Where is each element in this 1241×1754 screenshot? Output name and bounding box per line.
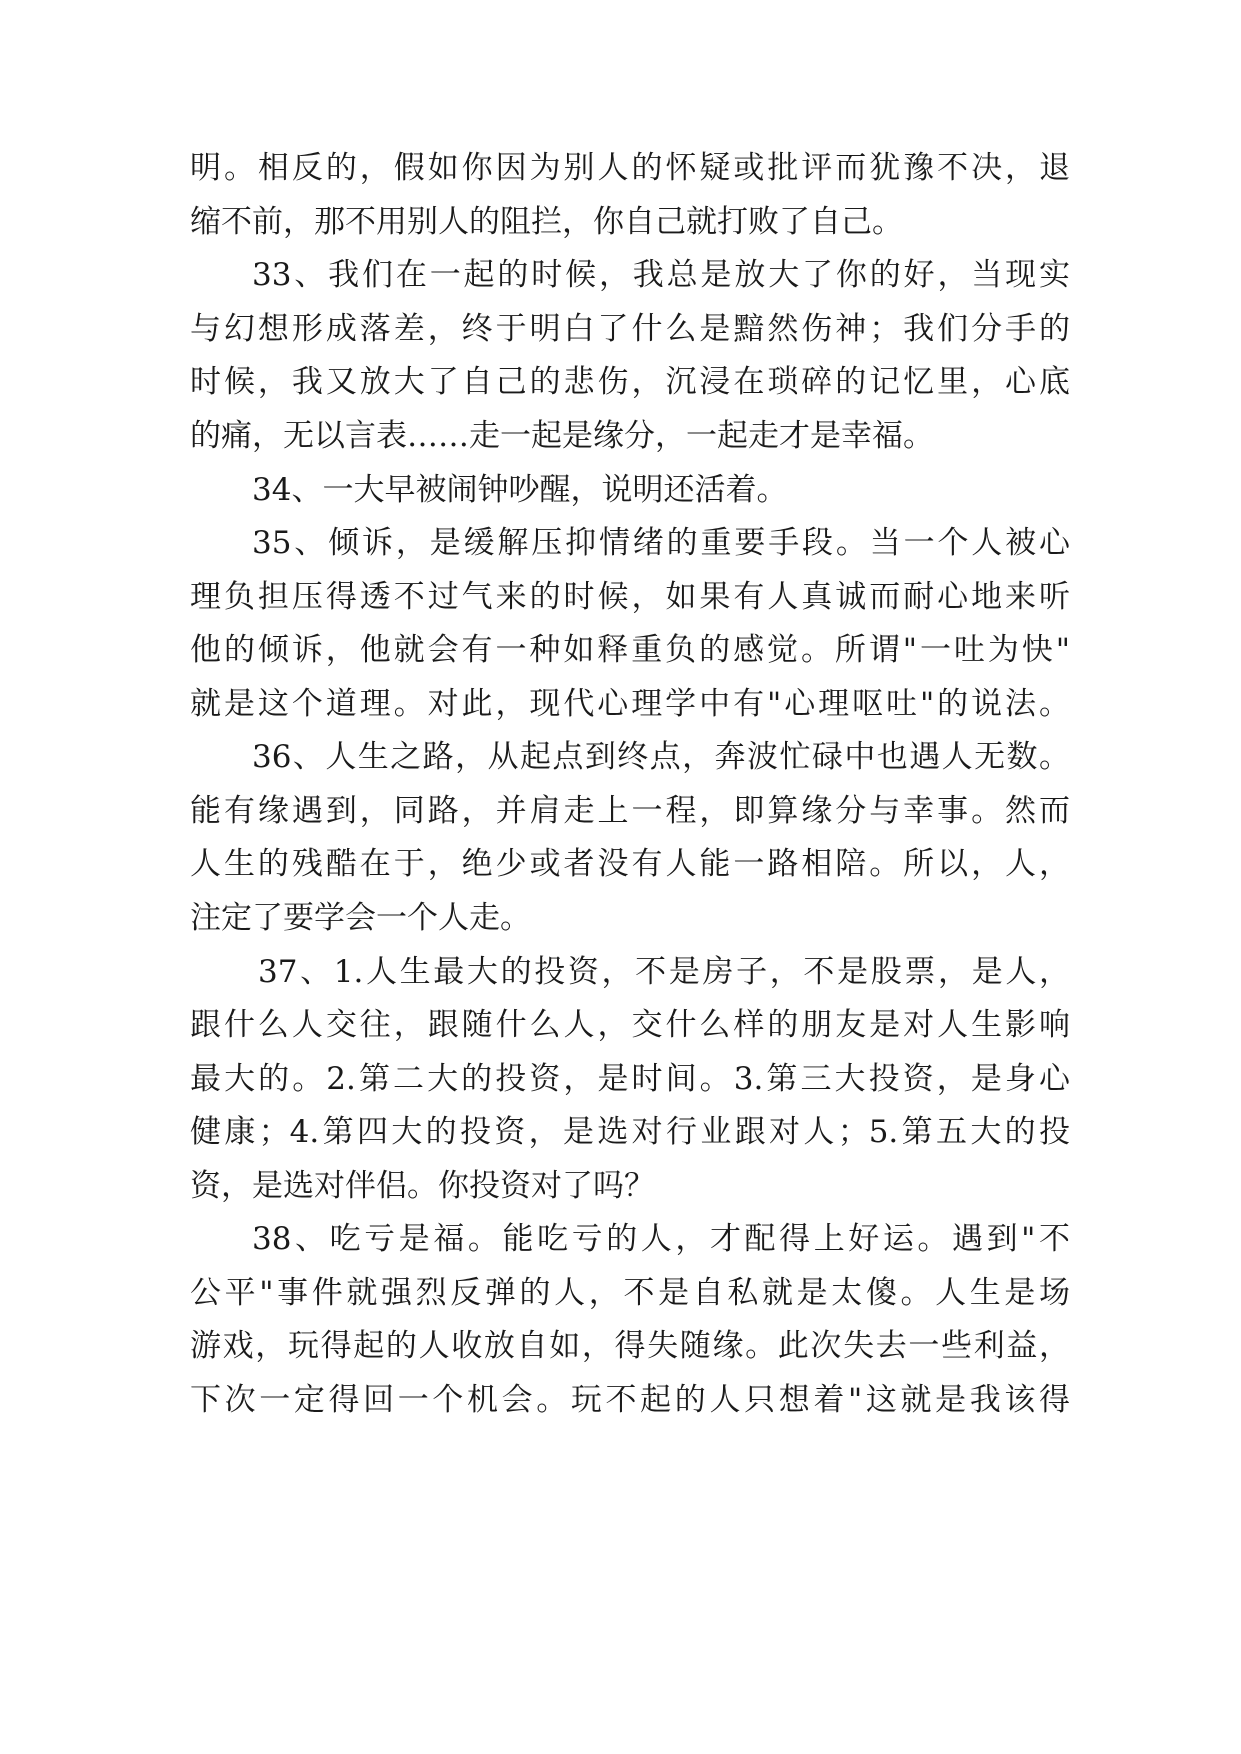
text-line: 最大的。2.第二大的投资，是时间。3.第三大投资，是身心 (190, 1061, 1070, 1097)
text-line: 37、1.人生最大的投资，不是房子，不是股票，是人， (258, 954, 1070, 990)
text-line: 明。相反的，假如你因为别人的怀疑或批评而犹豫不决，退 (190, 150, 1070, 186)
text-line: 33、我们在一起的时候，我总是放大了你的好，当现实 (252, 257, 1070, 293)
text-line: 下次一定得回一个机会。玩不起的人只想着"这就是我该得 (190, 1382, 1070, 1418)
text-line: 游戏，玩得起的人收放自如，得失随缘。此次失去一些利益， (190, 1328, 1070, 1364)
text-line: 跟什么人交往，跟随什么人，交什么样的朋友是对人生影响 (190, 1007, 1070, 1043)
text-line: 人生的残酷在于，绝少或者没有人能一路相陪。所以，人， (190, 846, 1070, 882)
text-line: 注定了要学会一个人走。 (190, 900, 531, 936)
text-line: 时候，我又放大了自己的悲伤，沉浸在琐碎的记忆里，心底 (190, 364, 1070, 400)
text-line: 缩不前，那不用别人的阻拦，你自己就打败了自己。 (190, 204, 903, 240)
text-line: 就是这个道理。对此，现代心理学中有"心理呕吐"的说法。 (190, 686, 1070, 722)
text-line: 能有缘遇到，同路，并肩走上一程，即算缘分与幸事。然而 (190, 793, 1070, 829)
text-line: 公平"事件就强烈反弹的人，不是自私就是太傻。人生是场 (190, 1275, 1070, 1311)
text-line: 他的倾诉，他就会有一种如释重负的感觉。所谓"一吐为快" (190, 632, 1070, 668)
text-line: 健康；4.第四大的投资，是选对行业跟对人；5.第五大的投 (190, 1114, 1070, 1150)
text-line: 资，是选对伴侣。你投资对了吗？ (190, 1168, 655, 1204)
text-line: 的痛，无以言表……走一起是缘分，一起走才是幸福。 (190, 418, 934, 454)
text-line: 35、倾诉，是缓解压抑情绪的重要手段。当一个人被心 (252, 525, 1070, 561)
text-line: 理负担压得透不过气来的时候，如果有人真诚而耐心地来听 (190, 579, 1070, 615)
text-line: 38、吃亏是福。能吃亏的人，才配得上好运。遇到"不 (252, 1221, 1070, 1257)
text-line: 34、一大早被闹钟吵醒，说明还活着。 (252, 472, 788, 508)
text-line: 与幻想形成落差，终于明白了什么是黯然伤神；我们分手的 (190, 311, 1070, 347)
text-line: 36、人生之路，从起点到终点，奔波忙碌中也遇人无数。 (252, 739, 1070, 775)
